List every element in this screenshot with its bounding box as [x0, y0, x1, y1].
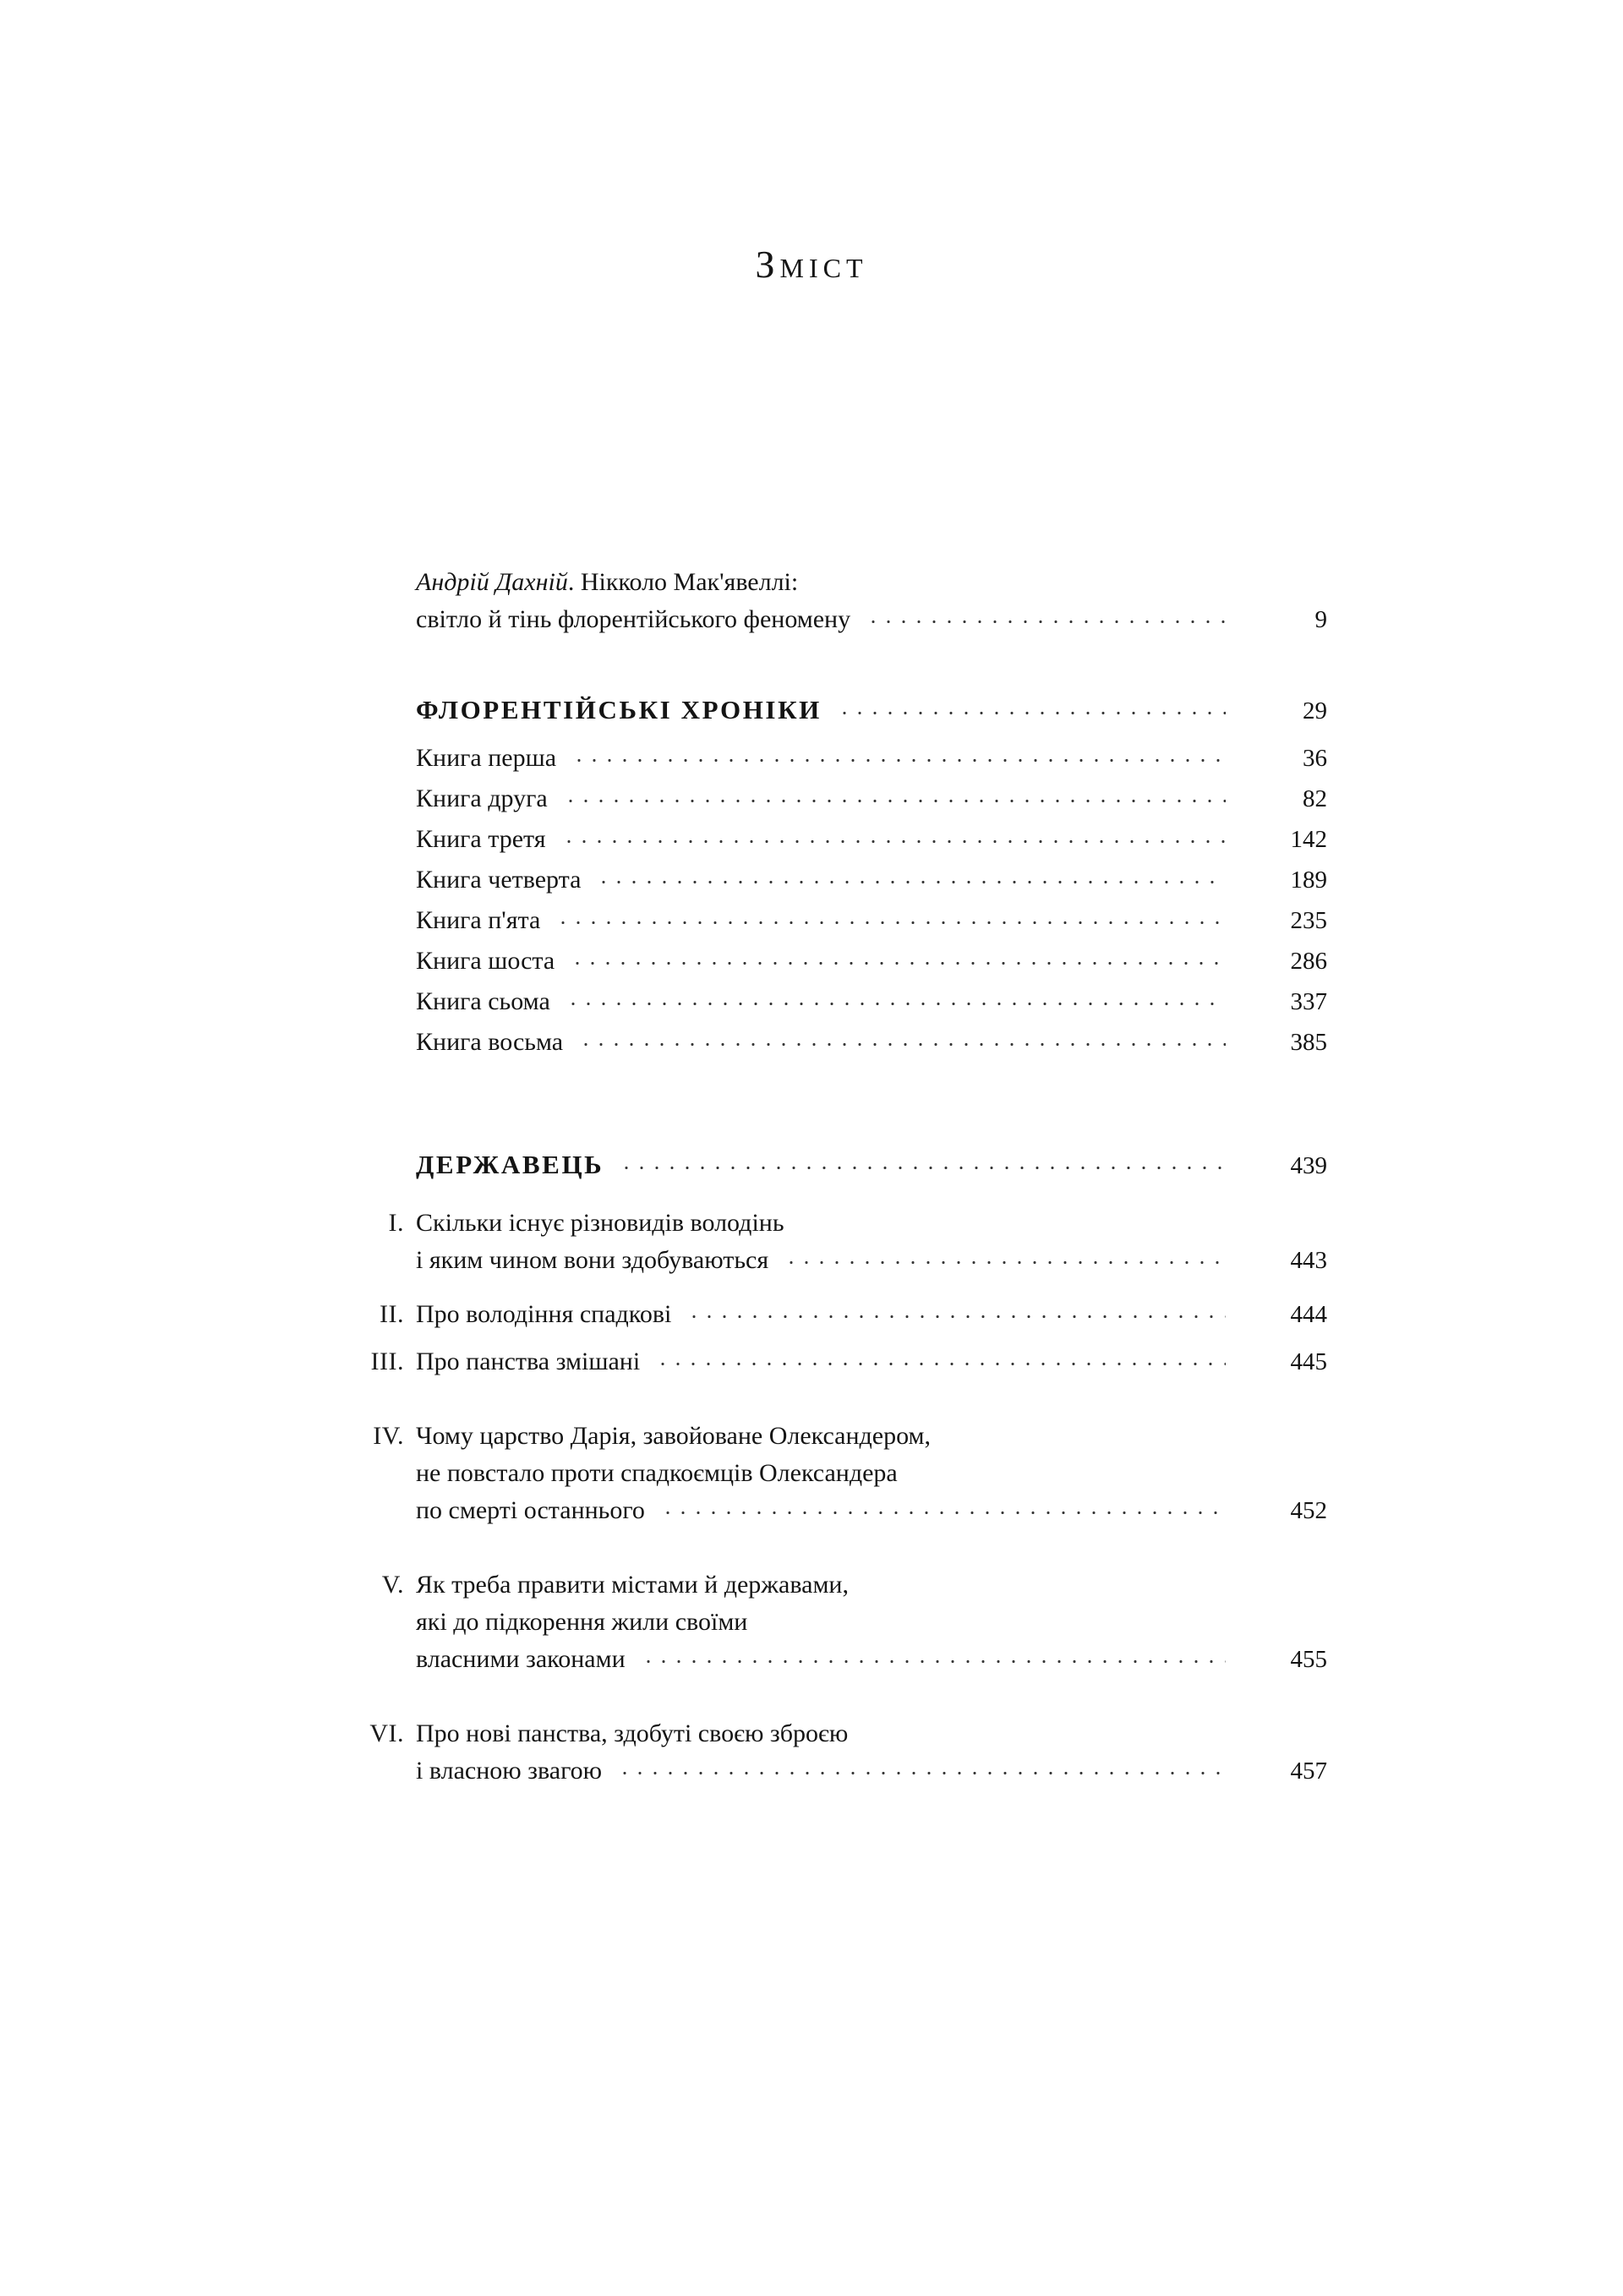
- toc-chapter-numeral: VI.: [369, 1719, 404, 1747]
- toc-chapter-line: [355, 1300, 1327, 1329]
- toc-chapter-title-line: Про володіння спадкові: [416, 1300, 672, 1328]
- toc-chapter-title-line: не повстало проти спадкоємців Олександера: [416, 1459, 898, 1487]
- spacer: [355, 1376, 1327, 1422]
- spacer: [355, 1275, 1327, 1300]
- dot-leader: [660, 1505, 1226, 1518]
- toc-item-book-1[interactable]: [355, 744, 1327, 773]
- spacer: [355, 1525, 1327, 1571]
- toc-item-label: Книга третя: [416, 825, 546, 853]
- dot-leader: [655, 1356, 1226, 1369]
- dot-leader: [641, 1654, 1226, 1667]
- toc-item-page: 142: [1290, 826, 1327, 853]
- toc-chapter-title-line: Про нові панства, здобуті своєю зброєю: [416, 1719, 849, 1747]
- table-of-contents: [355, 568, 1327, 1785]
- toc-item-line: [355, 825, 1327, 854]
- toc-chapter-line: [355, 1209, 1327, 1238]
- toc-chapter-numeral: I.: [388, 1209, 404, 1237]
- toc-item-label: Книга перша: [416, 744, 557, 772]
- dot-leader: [800, 1217, 1226, 1231]
- toc-item-book-3[interactable]: [355, 825, 1327, 854]
- toc-item-line: [355, 947, 1327, 976]
- dot-leader: [762, 1616, 1226, 1630]
- toc-item-book-6[interactable]: [355, 947, 1327, 976]
- toc-intro-title-line-1: [416, 568, 798, 597]
- toc-chapter-title-line: Як треба правити містами й державами,: [416, 1571, 849, 1599]
- toc-chapter-title-line: по смерті останнього: [416, 1496, 645, 1524]
- dot-leader: [578, 1036, 1226, 1050]
- toc-chapter-line: [355, 1645, 1327, 1674]
- toc-chapter-2[interactable]: [355, 1300, 1327, 1329]
- toc-chapter-line: [355, 1422, 1327, 1451]
- toc-chapter-page: 444: [1290, 1301, 1327, 1328]
- toc-item-page: 189: [1290, 866, 1327, 894]
- toc-chapter-3[interactable]: [355, 1348, 1327, 1376]
- dot-leader: [837, 705, 1226, 719]
- toc-item-page: 82: [1303, 785, 1327, 812]
- toc-chapter-title-line: Про панства змішані: [416, 1348, 641, 1375]
- toc-chapter-title-line: які до підкорення жили своїми: [416, 1608, 748, 1636]
- toc-intro-title-rest: . Нікколо Мак'явеллі:: [567, 568, 799, 596]
- toc-item-line: [355, 784, 1327, 813]
- toc-intro-line-1: [355, 568, 1327, 597]
- toc-item-book-8[interactable]: [355, 1028, 1327, 1057]
- toc-chapter-1[interactable]: [355, 1209, 1327, 1275]
- toc-chapter-numeral: V.: [381, 1571, 404, 1599]
- toc-item-book-7[interactable]: [355, 987, 1327, 1016]
- toc-chapter-page: 445: [1290, 1348, 1327, 1375]
- toc-chapter-line: [355, 1571, 1327, 1599]
- toc-item-label: Книга четверта: [416, 866, 582, 894]
- toc-chapter-title-line: Скільки існує різновидів володінь: [416, 1209, 784, 1237]
- toc-chapter-page: 457: [1290, 1758, 1327, 1785]
- toc-section-florentine-chronicles[interactable]: [355, 695, 1327, 725]
- toc-chapter-6[interactable]: [355, 1719, 1327, 1785]
- toc-item-label: Книга восьма: [416, 1028, 564, 1056]
- toc-section-the-prince[interactable]: [355, 1150, 1327, 1180]
- toc-item-line: [355, 1028, 1327, 1057]
- toc-intro-title-line-2: світло й тінь флорентійського феномену: [416, 605, 851, 633]
- dot-leader: [555, 915, 1226, 928]
- toc-item-line: [355, 866, 1327, 894]
- page-title: Зміст: [755, 243, 868, 286]
- toc-chapter-title-line: Чому царство Дарія, завойоване Олександером,: [416, 1422, 932, 1450]
- toc-chapter-line: [355, 1719, 1327, 1748]
- dot-leader: [571, 752, 1226, 766]
- toc-chapter-line: [355, 1246, 1327, 1275]
- toc-item-page: 337: [1290, 988, 1327, 1015]
- dot-leader: [864, 1579, 1226, 1593]
- toc-item-book-4[interactable]: [355, 866, 1327, 894]
- spacer: [355, 1180, 1327, 1209]
- dot-leader: [784, 1255, 1226, 1268]
- toc-section-page: 29: [1303, 697, 1327, 724]
- toc-entry-intro[interactable]: [355, 568, 1327, 634]
- spacer: [355, 1674, 1327, 1719]
- toc-chapter-numeral: II.: [380, 1300, 404, 1328]
- toc-chapter-title-line: власними законами: [416, 1645, 626, 1673]
- toc-chapter-title-line: і власною звагою: [416, 1757, 603, 1785]
- toc-item-line: [355, 906, 1327, 935]
- toc-intro-author: Андрій Дахній: [416, 568, 568, 596]
- toc-chapter-page: 452: [1290, 1497, 1327, 1524]
- toc-chapter-line: [355, 1496, 1327, 1525]
- toc-item-label: Книга п'ята: [416, 906, 541, 934]
- dot-leader: [686, 1309, 1226, 1322]
- toc-item-label: Книга друга: [416, 784, 548, 812]
- toc-chapter-line: [355, 1608, 1327, 1637]
- dot-leader: [619, 1160, 1226, 1173]
- toc-section-heading: ДЕРЖАВЕЦЬ: [416, 1150, 604, 1179]
- spacer: [355, 725, 1327, 744]
- toc-item-label: Книга сьома: [416, 987, 550, 1015]
- toc-chapter-line: [355, 1757, 1327, 1785]
- dot-leader: [913, 1468, 1226, 1481]
- toc-item-line: [355, 987, 1327, 1016]
- dot-leader: [813, 577, 1226, 590]
- toc-item-line: [355, 744, 1327, 773]
- toc-chapter-5[interactable]: [355, 1571, 1327, 1674]
- toc-intro-line-2: [355, 605, 1327, 634]
- spacer: [355, 634, 1327, 695]
- toc-chapter-numeral: IV.: [373, 1422, 404, 1450]
- dot-leader: [570, 955, 1226, 969]
- dot-leader: [563, 793, 1226, 806]
- toc-item-book-5[interactable]: [355, 906, 1327, 935]
- dot-leader: [946, 1430, 1226, 1444]
- toc-item-book-2[interactable]: [355, 784, 1327, 813]
- toc-item-page: 36: [1303, 745, 1327, 772]
- toc-item-page: 286: [1290, 948, 1327, 975]
- toc-intro-page: 9: [1314, 606, 1327, 633]
- toc-chapter-line: [355, 1348, 1327, 1376]
- dot-leader: [561, 834, 1226, 847]
- toc-section-page: 439: [1290, 1152, 1327, 1179]
- toc-item-page: 385: [1290, 1029, 1327, 1056]
- toc-section-line: [355, 1150, 1327, 1180]
- toc-chapter-title-line: і яким чином вони здобуваються: [416, 1246, 769, 1274]
- dot-leader: [863, 1728, 1226, 1741]
- dot-leader: [596, 874, 1226, 888]
- toc-item-label: Книга шоста: [416, 947, 555, 975]
- dot-leader: [866, 614, 1226, 627]
- toc-chapter-numeral: III.: [370, 1348, 404, 1375]
- toc-item-page: 235: [1290, 907, 1327, 934]
- toc-chapter-line: [355, 1459, 1327, 1488]
- toc-section-heading: ФЛОРЕНТІЙСЬКІ ХРОНІКИ: [416, 695, 822, 724]
- toc-chapter-page: 443: [1290, 1247, 1327, 1274]
- toc-chapter-4[interactable]: [355, 1422, 1327, 1525]
- dot-leader: [566, 996, 1226, 1009]
- dot-leader: [617, 1765, 1226, 1779]
- spacer: [355, 1057, 1327, 1150]
- toc-section-line: [355, 695, 1327, 725]
- spacer: [355, 1329, 1327, 1348]
- toc-chapter-page: 455: [1290, 1646, 1327, 1673]
